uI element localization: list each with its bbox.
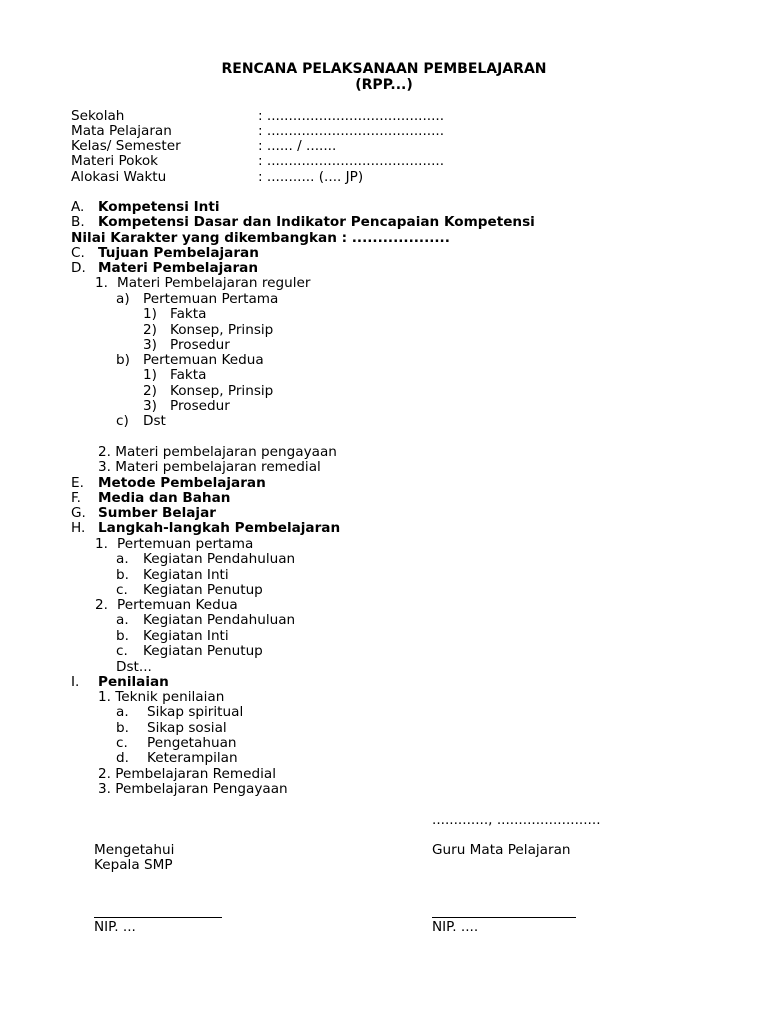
pertemuan-kedua: Pertemuan Kedua — [143, 352, 264, 368]
identity-value-materi-pokok: : ......................................... — [258, 153, 445, 169]
kedua-item-fakta: Fakta — [170, 367, 207, 383]
materi-reguler: Materi Pembelajaran reguler — [117, 275, 311, 291]
pertama-item-marker: 1) — [143, 306, 157, 322]
pertama-item-marker: 3) — [143, 337, 157, 353]
teknik-item-spiritual: Sikap spiritual — [147, 704, 244, 720]
identity-value-sekolah: : ......................................... — [258, 108, 445, 124]
p1-item-pendahuluan: Kegiatan Pendahuluan — [143, 551, 296, 567]
pertemuan-pertama: Pertemuan Pertama — [143, 291, 279, 307]
identity-value-alokasi-waktu: : ........... (.... JP) — [258, 169, 364, 185]
p1-item-marker: a. — [116, 551, 129, 567]
p2-item-penutup: Kegiatan Penutup — [143, 643, 263, 659]
pertama-item-prosedur: Prosedur — [170, 337, 230, 353]
materi-reguler-marker: 1. — [95, 275, 108, 291]
teknik-item-sosial: Sikap sosial — [147, 720, 227, 736]
pertemuan1-marker: 1. — [95, 536, 108, 552]
section-f-heading: Media dan Bahan — [98, 490, 231, 506]
section-g-heading: Sumber Belajar — [98, 505, 216, 521]
section-i-heading: Penilaian — [98, 674, 169, 690]
right-signature-line — [432, 917, 576, 918]
section-g-marker: G. — [71, 505, 86, 521]
section-d-heading: Materi Pembelajaran — [98, 260, 259, 276]
section-b-marker: B. — [71, 214, 85, 230]
section-a-heading: Kompetensi Inti — [98, 199, 220, 215]
section-c-marker: C. — [71, 245, 85, 261]
teknik-item-marker: d. — [116, 750, 129, 766]
pertama-item-marker: 2) — [143, 322, 157, 338]
guru-label: Guru Mata Pelajaran — [432, 842, 571, 858]
identity-value-kelas: : ...... / ....... — [258, 138, 337, 154]
left-nip: NIP. ... — [94, 919, 136, 935]
p2-item-marker: b. — [116, 628, 129, 644]
left-signature-line — [94, 917, 222, 918]
p2-item-pendahuluan: Kegiatan Pendahuluan — [143, 612, 296, 628]
kepala-smp-label: Kepala SMP — [94, 857, 173, 873]
section-c-heading: Tujuan Pembelajaran — [98, 245, 259, 261]
identity-label-alokasi-waktu: Alokasi Waktu — [71, 169, 167, 185]
p1-item-inti: Kegiatan Inti — [143, 567, 229, 583]
right-nip: NIP. .... — [432, 919, 479, 935]
identity-label-materi-pokok: Materi Pokok — [71, 153, 159, 169]
pertemuan-kedua-marker: b) — [116, 352, 130, 368]
identity-label-mata-pelajaran: Mata Pelajaran — [71, 123, 172, 139]
p1-item-marker: c. — [116, 582, 128, 598]
section-e-marker: E. — [71, 475, 84, 491]
pembelajaran-pengayaan: 3. Pembelajaran Pengayaan — [98, 781, 288, 797]
document-title: RENCANA PELAKSANAAN PEMBELAJARAN — [221, 61, 547, 77]
section-h-marker: H. — [71, 520, 86, 536]
kedua-item-marker: 3) — [143, 398, 157, 414]
p1-item-marker: b. — [116, 567, 129, 583]
pertama-item-fakta: Fakta — [170, 306, 207, 322]
kedua-item-prosedur: Prosedur — [170, 398, 230, 414]
langkah-dst: Dst... — [116, 659, 152, 675]
identity-label-sekolah: Sekolah — [71, 108, 125, 124]
pertemuan-pertama-marker: a) — [116, 291, 130, 307]
teknik-item-marker: b. — [116, 720, 129, 736]
kedua-item-marker: 2) — [143, 383, 157, 399]
section-e-heading: Metode Pembelajaran — [98, 475, 266, 491]
section-d-marker: D. — [71, 260, 86, 276]
section-b-heading: Kompetensi Dasar dan Indikator Pencapaian Kompetensi — [98, 214, 535, 230]
p2-item-inti: Kegiatan Inti — [143, 628, 229, 644]
identity-label-kelas: Kelas/ Semester — [71, 138, 181, 154]
teknik-item-marker: c. — [116, 735, 128, 751]
p1-item-penutup: Kegiatan Penutup — [143, 582, 263, 598]
teknik-penilaian: 1. Teknik penilaian — [98, 689, 225, 705]
dst-item: Dst — [143, 413, 166, 429]
pertemuan1: Pertemuan pertama — [117, 536, 254, 552]
p2-item-marker: c. — [116, 643, 128, 659]
teknik-item-pengetahuan: Pengetahuan — [147, 735, 237, 751]
pertemuan2-marker: 2. — [95, 597, 108, 613]
p2-item-marker: a. — [116, 612, 129, 628]
place-date: ............., ........................ — [432, 812, 601, 828]
mengetahui-label: Mengetahui — [94, 842, 175, 858]
section-f-marker: F. — [71, 490, 81, 506]
dst-marker: c) — [116, 413, 129, 429]
kedua-item-konsep: Konsep, Prinsip — [170, 383, 274, 399]
materi-remedial: 3. Materi pembelajaran remedial — [98, 459, 321, 475]
section-h-heading: Langkah-langkah Pembelajaran — [98, 520, 341, 536]
identity-value-mata-pelajaran: : ......................................... — [258, 123, 445, 139]
section-i-marker: I. — [71, 674, 80, 690]
kedua-item-marker: 1) — [143, 367, 157, 383]
teknik-item-keterampilan: Keterampilan — [147, 750, 238, 766]
teknik-item-marker: a. — [116, 704, 129, 720]
section-a-marker: A. — [71, 199, 85, 215]
pertama-item-konsep: Konsep, Prinsip — [170, 322, 274, 338]
pertemuan2: Pertemuan Kedua — [117, 597, 238, 613]
materi-pengayaan: 2. Materi pembelajaran pengayaan — [98, 444, 337, 460]
document-subtitle: (RPP...) — [355, 77, 413, 93]
pembelajaran-remedial: 2. Pembelajaran Remedial — [98, 766, 276, 782]
nilai-karakter: Nilai Karakter yang dikembangkan : ................... — [71, 230, 450, 246]
